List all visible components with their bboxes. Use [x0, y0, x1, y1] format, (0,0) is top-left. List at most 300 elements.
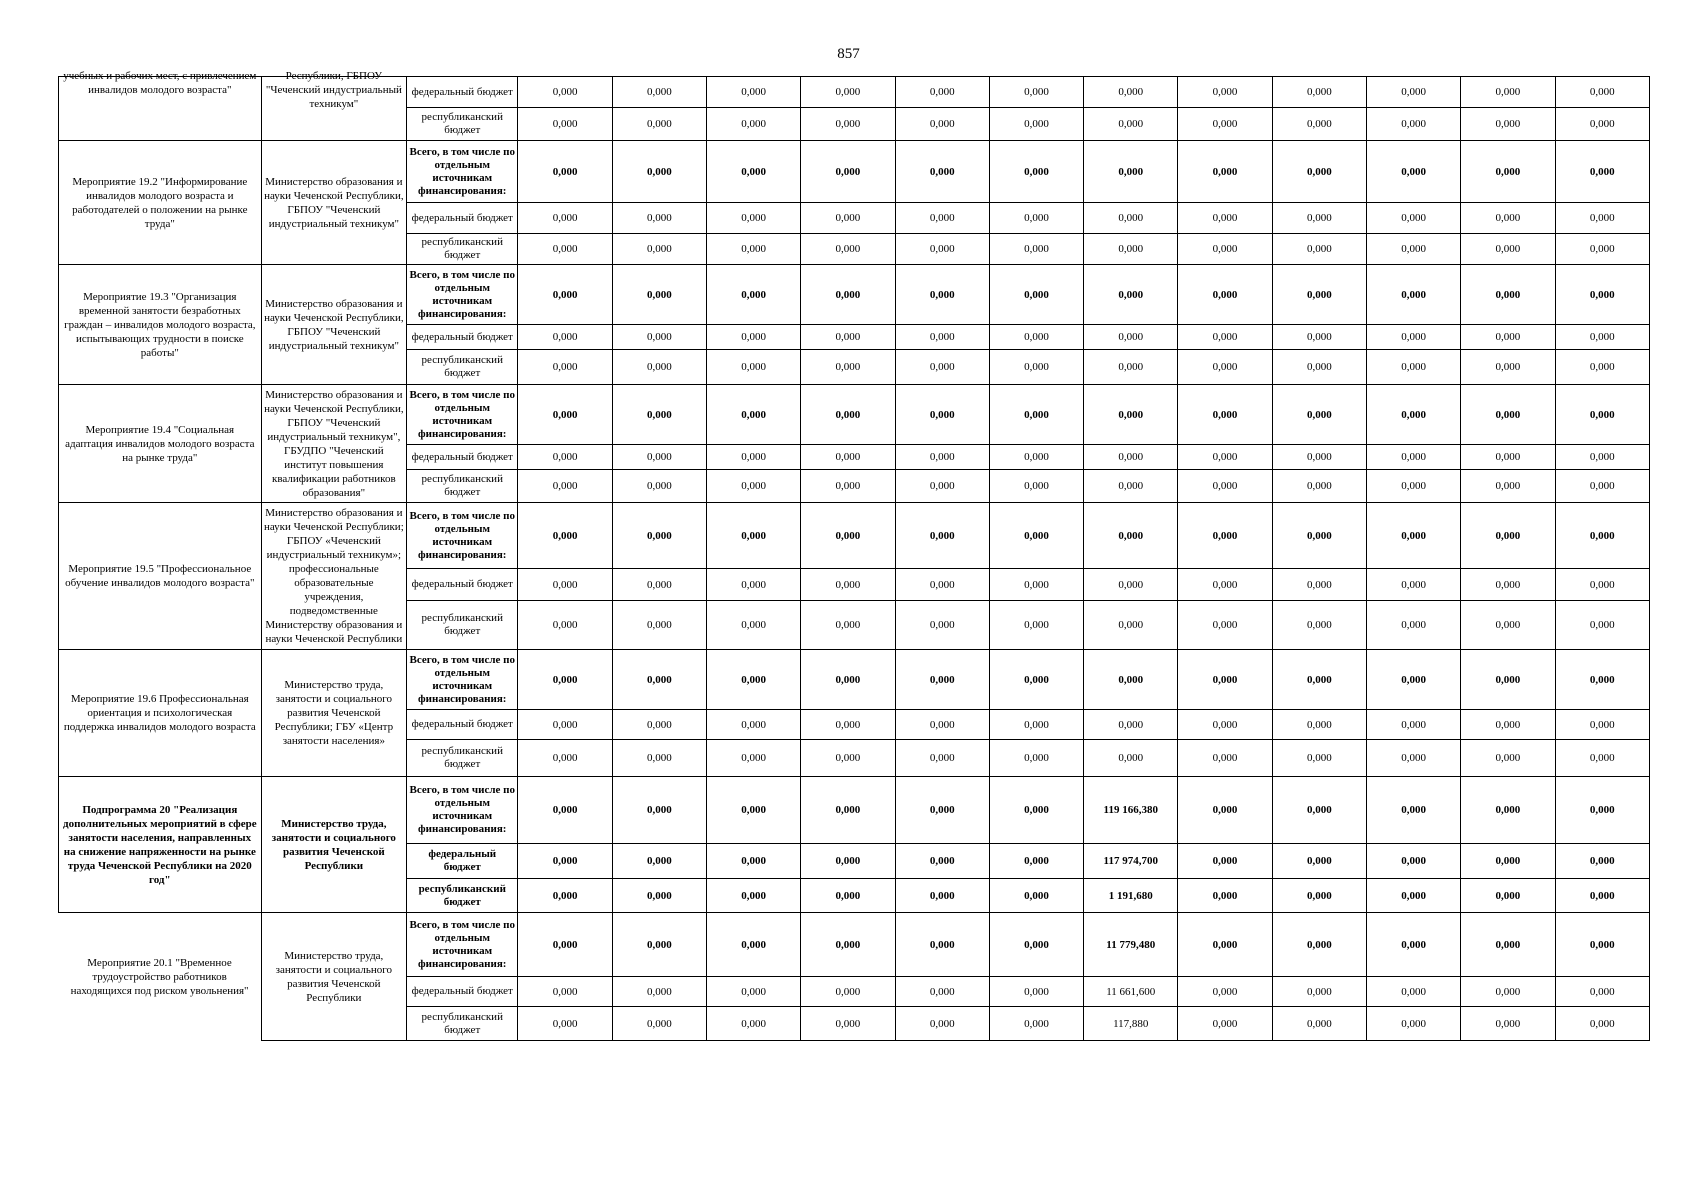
value-cell: 0,000: [706, 325, 800, 350]
value-cell: 0,000: [895, 977, 989, 1007]
value-cell: 0,000: [989, 1007, 1083, 1041]
executor-cell: [261, 70, 406, 141]
value-cell: 0,000: [1178, 470, 1272, 503]
value-cell: 0,000: [1178, 913, 1272, 977]
value-cell: 11 661,600: [1084, 977, 1178, 1007]
value-cell: 0,000: [1084, 77, 1178, 108]
event-name-cell: Мероприятие 19.5 "Профессиональное обучение инвалидов молодого возраста": [59, 503, 262, 650]
value-cell: 0,000: [1272, 203, 1366, 234]
value-cell: 0,000: [1366, 601, 1460, 650]
value-cell: 0,000: [989, 265, 1083, 325]
value-cell: 0,000: [989, 325, 1083, 350]
value-cell: 0,000: [989, 445, 1083, 470]
funding-source-cell: федеральный бюджет: [407, 710, 518, 740]
value-cell: 0,000: [989, 977, 1083, 1007]
value-cell: 0,000: [706, 777, 800, 844]
value-cell: 0,000: [1272, 470, 1366, 503]
value-cell: 117,880: [1084, 1007, 1178, 1041]
value-cell: 0,000: [1272, 1007, 1366, 1041]
value-cell: 0,000: [801, 977, 895, 1007]
value-cell: 0,000: [989, 913, 1083, 977]
value-cell: 0,000: [989, 710, 1083, 740]
value-cell: 0,000: [1366, 265, 1460, 325]
value-cell: 0,000: [989, 879, 1083, 913]
value-cell: 0,000: [1555, 844, 1649, 879]
value-cell: 0,000: [1461, 977, 1555, 1007]
value-cell: 0,000: [1178, 503, 1272, 569]
value-cell: 0,000: [1178, 325, 1272, 350]
value-cell: 0,000: [989, 601, 1083, 650]
value-cell: 0,000: [1555, 350, 1649, 385]
value-cell: 0,000: [1366, 325, 1460, 350]
value-cell: 0,000: [1272, 445, 1366, 470]
value-cell: 0,000: [612, 844, 706, 879]
value-cell: 0,000: [989, 569, 1083, 601]
value-cell: 0,000: [706, 844, 800, 879]
value-cell: 0,000: [1366, 234, 1460, 265]
value-cell: 0,000: [518, 777, 612, 844]
value-cell: 0,000: [1084, 265, 1178, 325]
value-cell: 0,000: [1461, 710, 1555, 740]
value-cell: 0,000: [1084, 350, 1178, 385]
event-name-cell: Мероприятие 19.2 "Информирование инвалидов молодого возраста и работодателей о положении на рынке труда": [59, 141, 262, 265]
value-cell: 0,000: [612, 913, 706, 977]
value-cell: 0,000: [612, 601, 706, 650]
value-cell: 0,000: [1178, 203, 1272, 234]
value-cell: 0,000: [612, 740, 706, 777]
value-cell: 0,000: [1272, 108, 1366, 141]
value-cell: 0,000: [801, 569, 895, 601]
value-cell: 0,000: [989, 203, 1083, 234]
value-cell: 0,000: [1084, 385, 1178, 445]
funding-source-cell: Всего, в том числе по отдельным источникам финансирования:: [407, 913, 518, 977]
value-cell: 0,000: [612, 777, 706, 844]
value-cell: 0,000: [612, 977, 706, 1007]
value-cell: 0,000: [801, 503, 895, 569]
value-cell: 0,000: [518, 77, 612, 108]
value-cell: 0,000: [1555, 503, 1649, 569]
value-cell: 0,000: [518, 503, 612, 569]
value-cell: 0,000: [895, 879, 989, 913]
value-cell: 0,000: [1178, 350, 1272, 385]
value-cell: 0,000: [706, 503, 800, 569]
value-cell: 0,000: [1084, 141, 1178, 203]
value-cell: 0,000: [612, 77, 706, 108]
value-cell: 0,000: [1178, 77, 1272, 108]
funding-source-cell: Всего, в том числе по отдельным источникам финансирования:: [407, 650, 518, 710]
table-row: [59, 503, 1650, 569]
value-cell: 1 191,680: [1084, 879, 1178, 913]
value-cell: 0,000: [706, 234, 800, 265]
value-cell: 0,000: [706, 650, 800, 710]
value-cell: 0,000: [1366, 569, 1460, 601]
value-cell: 0,000: [706, 265, 800, 325]
value-cell: 0,000: [1461, 470, 1555, 503]
value-cell: 0,000: [1272, 977, 1366, 1007]
value-cell: 0,000: [518, 913, 612, 977]
value-cell: 0,000: [1272, 325, 1366, 350]
value-cell: 0,000: [1555, 470, 1649, 503]
value-cell: 0,000: [989, 470, 1083, 503]
value-cell: 0,000: [1272, 879, 1366, 913]
value-cell: 0,000: [989, 503, 1083, 569]
value-cell: 0,000: [1461, 350, 1555, 385]
value-cell: 0,000: [518, 650, 612, 710]
value-cell: 0,000: [989, 844, 1083, 879]
value-cell: 0,000: [1178, 141, 1272, 203]
table-row: [59, 650, 1650, 710]
value-cell: 119 166,380: [1084, 777, 1178, 844]
value-cell: 0,000: [801, 350, 895, 385]
value-cell: 0,000: [801, 777, 895, 844]
value-cell: 0,000: [1084, 325, 1178, 350]
value-cell: 0,000: [518, 325, 612, 350]
value-cell: 0,000: [612, 650, 706, 710]
executor-cell: Министерство образования и науки Чеченской Республики; ГБПОУ «Чеченский индустриальный техникум»; профессиональные образовательные учреждения, подведомственные Министерству образования и науки Чеченской Республики: [261, 503, 406, 650]
value-cell: 0,000: [518, 385, 612, 445]
value-cell: 0,000: [801, 879, 895, 913]
value-cell: 0,000: [895, 1007, 989, 1041]
value-cell: 0,000: [1366, 879, 1460, 913]
value-cell: 0,000: [706, 108, 800, 141]
value-cell: 0,000: [1461, 77, 1555, 108]
value-cell: 0,000: [895, 265, 989, 325]
value-cell: 0,000: [895, 569, 989, 601]
value-cell: 0,000: [895, 503, 989, 569]
executor-cell: Министерство образования и науки Чеченской Республики, ГБПОУ "Чеченский индустриальный техникум": [261, 265, 406, 385]
value-cell: 0,000: [1461, 740, 1555, 777]
value-cell: 0,000: [989, 350, 1083, 385]
value-cell: 0,000: [1461, 601, 1555, 650]
funding-source-cell: Всего, в том числе по отдельным источникам финансирования:: [407, 385, 518, 445]
value-cell: 0,000: [1272, 503, 1366, 569]
value-cell: 0,000: [801, 740, 895, 777]
value-cell: 0,000: [1272, 265, 1366, 325]
value-cell: 0,000: [1461, 503, 1555, 569]
value-cell: 0,000: [1084, 650, 1178, 710]
funding-source-cell: Всего, в том числе по отдельным источникам финансирования:: [407, 141, 518, 203]
value-cell: 0,000: [1084, 445, 1178, 470]
value-cell: 0,000: [612, 385, 706, 445]
value-cell: 0,000: [895, 108, 989, 141]
value-cell: 0,000: [1272, 844, 1366, 879]
value-cell: 0,000: [612, 141, 706, 203]
value-cell: 0,000: [895, 141, 989, 203]
value-cell: 0,000: [989, 740, 1083, 777]
value-cell: 0,000: [518, 879, 612, 913]
value-cell: 0,000: [1555, 913, 1649, 977]
value-cell: 0,000: [1461, 650, 1555, 710]
event-name-cell: Мероприятие 20.1 "Временное трудоустройство работников находящихся под риском увольнения": [59, 913, 262, 1041]
value-cell: 0,000: [1555, 265, 1649, 325]
funding-source-cell: республиканский бюджет: [407, 350, 518, 385]
value-cell: 0,000: [1366, 141, 1460, 203]
value-cell: 0,000: [895, 844, 989, 879]
funding-source-cell: республиканский бюджет: [407, 879, 518, 913]
value-cell: 0,000: [1178, 740, 1272, 777]
value-cell: 0,000: [1461, 385, 1555, 445]
value-cell: 0,000: [989, 77, 1083, 108]
value-cell: 0,000: [1555, 141, 1649, 203]
value-cell: 0,000: [518, 601, 612, 650]
value-cell: 0,000: [1084, 470, 1178, 503]
value-cell: 0,000: [1084, 710, 1178, 740]
value-cell: 0,000: [612, 265, 706, 325]
value-cell: 117 974,700: [1084, 844, 1178, 879]
value-cell: 0,000: [612, 470, 706, 503]
value-cell: 0,000: [612, 234, 706, 265]
value-cell: 0,000: [706, 470, 800, 503]
executor-cell: Министерство образования и науки Чеченской Республики, ГБПОУ "Чеченский индустриальный техникум", ГБУДПО "Чеченский институт повышения квалификации работников образования": [261, 385, 406, 503]
event-name-cell: [59, 70, 262, 141]
value-cell: 0,000: [612, 203, 706, 234]
value-cell: 0,000: [1555, 601, 1649, 650]
value-cell: 0,000: [1461, 879, 1555, 913]
value-cell: 0,000: [801, 601, 895, 650]
value-cell: 0,000: [612, 879, 706, 913]
value-cell: 0,000: [1555, 385, 1649, 445]
value-cell: 0,000: [895, 650, 989, 710]
value-cell: 0,000: [706, 977, 800, 1007]
value-cell: 0,000: [801, 710, 895, 740]
value-cell: 0,000: [895, 445, 989, 470]
value-cell: 0,000: [706, 1007, 800, 1041]
value-cell: 0,000: [801, 141, 895, 203]
executor-text: Республики, ГБПОУ "Чеченский индустриальный техникум": [265, 70, 402, 110]
value-cell: 0,000: [1272, 569, 1366, 601]
value-cell: 0,000: [1178, 650, 1272, 710]
value-cell: 0,000: [989, 141, 1083, 203]
value-cell: 0,000: [895, 740, 989, 777]
value-cell: 0,000: [801, 1007, 895, 1041]
value-cell: 0,000: [612, 445, 706, 470]
value-cell: 0,000: [1555, 777, 1649, 844]
value-cell: 0,000: [1555, 203, 1649, 234]
executor-cell: Министерство труда, занятости и социального развития Чеченской Республики: [261, 913, 406, 1041]
value-cell: 0,000: [612, 710, 706, 740]
value-cell: 0,000: [1178, 445, 1272, 470]
value-cell: 0,000: [1272, 77, 1366, 108]
funding-source-cell: республиканский бюджет: [407, 1007, 518, 1041]
value-cell: 0,000: [1084, 569, 1178, 601]
value-cell: 0,000: [706, 601, 800, 650]
value-cell: 0,000: [518, 977, 612, 1007]
value-cell: 0,000: [1366, 77, 1460, 108]
funding-source-cell: федеральный бюджет: [407, 569, 518, 601]
value-cell: 0,000: [1366, 470, 1460, 503]
event-name-cell: Мероприятие 19.4 "Социальная адаптация инвалидов молодого возраста на рынке труда": [59, 385, 262, 503]
value-cell: 0,000: [801, 385, 895, 445]
funding-source-cell: республиканский бюджет: [407, 234, 518, 265]
value-cell: 0,000: [1461, 203, 1555, 234]
value-cell: 0,000: [895, 325, 989, 350]
value-cell: 0,000: [1461, 777, 1555, 844]
value-cell: 0,000: [989, 108, 1083, 141]
value-cell: 0,000: [1366, 844, 1460, 879]
value-cell: 0,000: [1461, 913, 1555, 977]
value-cell: 0,000: [518, 234, 612, 265]
value-cell: 0,000: [1366, 650, 1460, 710]
value-cell: 0,000: [895, 777, 989, 844]
value-cell: 0,000: [1366, 203, 1460, 234]
value-cell: 0,000: [706, 141, 800, 203]
executor-cell: Министерство труда, занятости и социального развития Чеченской Республики: [261, 777, 406, 913]
value-cell: 0,000: [518, 265, 612, 325]
value-cell: 0,000: [895, 203, 989, 234]
value-cell: 0,000: [1178, 601, 1272, 650]
value-cell: 0,000: [518, 710, 612, 740]
value-cell: 0,000: [518, 350, 612, 385]
value-cell: 0,000: [1084, 234, 1178, 265]
value-cell: 0,000: [1178, 879, 1272, 913]
value-cell: 0,000: [1555, 108, 1649, 141]
value-cell: 0,000: [1461, 569, 1555, 601]
value-cell: 0,000: [1461, 234, 1555, 265]
value-cell: 0,000: [706, 77, 800, 108]
funding-source-cell: республиканский бюджет: [407, 470, 518, 503]
value-cell: 0,000: [518, 844, 612, 879]
event-name-text: учебных и рабочих мест, с привлечением инвалидов молодого возраста": [63, 70, 257, 96]
value-cell: 0,000: [989, 385, 1083, 445]
value-cell: 0,000: [1555, 445, 1649, 470]
value-cell: 0,000: [1555, 325, 1649, 350]
value-cell: 0,000: [1272, 601, 1366, 650]
value-cell: 0,000: [612, 569, 706, 601]
value-cell: 0,000: [1555, 977, 1649, 1007]
value-cell: 0,000: [518, 1007, 612, 1041]
value-cell: 0,000: [1084, 740, 1178, 777]
value-cell: 0,000: [1272, 350, 1366, 385]
value-cell: 0,000: [1178, 234, 1272, 265]
value-cell: 0,000: [1366, 710, 1460, 740]
event-name-cell: Мероприятие 19.6 Профессиональная ориентация и психологическая поддержка инвалидов молодого возраста: [59, 650, 262, 777]
table-row: [59, 777, 1650, 844]
event-name-cell: Подпрограмма 20 "Реализация дополнительных мероприятий в сфере занятости населения, направленных на снижение напряженности на рынке труда Чеченской Республики на 2020 год": [59, 777, 262, 913]
value-cell: 0,000: [1461, 1007, 1555, 1041]
value-cell: 0,000: [895, 601, 989, 650]
value-cell: 0,000: [1084, 601, 1178, 650]
funding-source-cell: федеральный бюджет: [407, 77, 518, 108]
value-cell: 0,000: [895, 470, 989, 503]
value-cell: 0,000: [1461, 108, 1555, 141]
value-cell: 0,000: [989, 234, 1083, 265]
value-cell: 0,000: [1178, 844, 1272, 879]
value-cell: 0,000: [518, 141, 612, 203]
value-cell: 0,000: [1178, 265, 1272, 325]
financing-table: [58, 70, 1650, 1041]
value-cell: 0,000: [801, 203, 895, 234]
value-cell: 0,000: [1178, 1007, 1272, 1041]
value-cell: 0,000: [801, 325, 895, 350]
value-cell: 0,000: [1366, 108, 1460, 141]
value-cell: 0,000: [1272, 385, 1366, 445]
value-cell: 0,000: [1555, 650, 1649, 710]
value-cell: 0,000: [706, 445, 800, 470]
funding-source-cell: республиканский бюджет: [407, 601, 518, 650]
value-cell: 0,000: [612, 503, 706, 569]
funding-source-cell: Всего, в том числе по отдельным источникам финансирования:: [407, 265, 518, 325]
value-cell: 0,000: [1555, 740, 1649, 777]
value-cell: 0,000: [895, 77, 989, 108]
value-cell: 0,000: [518, 470, 612, 503]
funding-source-cell: федеральный бюджет: [407, 325, 518, 350]
value-cell: 0,000: [706, 569, 800, 601]
value-cell: 0,000: [706, 203, 800, 234]
value-cell: 0,000: [612, 325, 706, 350]
value-cell: 0,000: [1272, 740, 1366, 777]
executor-cell: Министерство труда, занятости и социального развития Чеченской Республики; ГБУ «Центр занятости населения»: [261, 650, 406, 777]
value-cell: 0,000: [801, 650, 895, 710]
value-cell: 0,000: [1084, 203, 1178, 234]
value-cell: 0,000: [1555, 569, 1649, 601]
value-cell: 0,000: [1178, 710, 1272, 740]
funding-source-cell: Всего, в том числе по отдельным источникам финансирования:: [407, 503, 518, 569]
value-cell: 0,000: [801, 470, 895, 503]
funding-source-cell: республиканский бюджет: [407, 740, 518, 777]
table-row: [59, 77, 1650, 108]
value-cell: 0,000: [1461, 445, 1555, 470]
value-cell: 0,000: [518, 108, 612, 141]
event-name-cell: Мероприятие 19.3 "Организация временной занятости безработных граждан – инвалидов молодого возраста, испытывающих трудности в поиске работы": [59, 265, 262, 385]
funding-source-cell: республиканский бюджет: [407, 108, 518, 141]
value-cell: 0,000: [706, 385, 800, 445]
value-cell: 0,000: [612, 350, 706, 385]
value-cell: 0,000: [1555, 234, 1649, 265]
value-cell: 0,000: [989, 650, 1083, 710]
funding-source-cell: федеральный бюджет: [407, 844, 518, 879]
value-cell: 0,000: [1178, 977, 1272, 1007]
value-cell: 0,000: [1084, 108, 1178, 141]
value-cell: 0,000: [1272, 234, 1366, 265]
value-cell: 0,000: [1461, 844, 1555, 879]
value-cell: 0,000: [612, 1007, 706, 1041]
value-cell: 0,000: [801, 108, 895, 141]
value-cell: 0,000: [1555, 1007, 1649, 1041]
value-cell: 0,000: [1555, 77, 1649, 108]
value-cell: 0,000: [1178, 385, 1272, 445]
value-cell: 0,000: [801, 265, 895, 325]
value-cell: 0,000: [1366, 385, 1460, 445]
funding-source-cell: Всего, в том числе по отдельным источникам финансирования:: [407, 777, 518, 844]
value-cell: 0,000: [518, 203, 612, 234]
value-cell: 0,000: [1366, 977, 1460, 1007]
value-cell: 0,000: [1366, 445, 1460, 470]
value-cell: 0,000: [1272, 650, 1366, 710]
table-row: [59, 265, 1650, 325]
page-number: 857: [837, 46, 860, 62]
value-cell: 0,000: [801, 913, 895, 977]
value-cell: 0,000: [1555, 710, 1649, 740]
value-cell: 0,000: [1461, 265, 1555, 325]
value-cell: 0,000: [801, 77, 895, 108]
value-cell: 0,000: [1555, 879, 1649, 913]
value-cell: 0,000: [895, 234, 989, 265]
value-cell: 0,000: [1366, 913, 1460, 977]
value-cell: 0,000: [1366, 503, 1460, 569]
value-cell: 0,000: [1461, 141, 1555, 203]
funding-source-cell: федеральный бюджет: [407, 203, 518, 234]
value-cell: 0,000: [1178, 108, 1272, 141]
value-cell: 0,000: [1366, 777, 1460, 844]
value-cell: 0,000: [1366, 350, 1460, 385]
value-cell: 0,000: [1178, 569, 1272, 601]
table-row: [59, 913, 1650, 977]
value-cell: 0,000: [895, 913, 989, 977]
value-cell: 0,000: [801, 234, 895, 265]
value-cell: 0,000: [1461, 325, 1555, 350]
value-cell: 0,000: [706, 740, 800, 777]
value-cell: 0,000: [989, 777, 1083, 844]
